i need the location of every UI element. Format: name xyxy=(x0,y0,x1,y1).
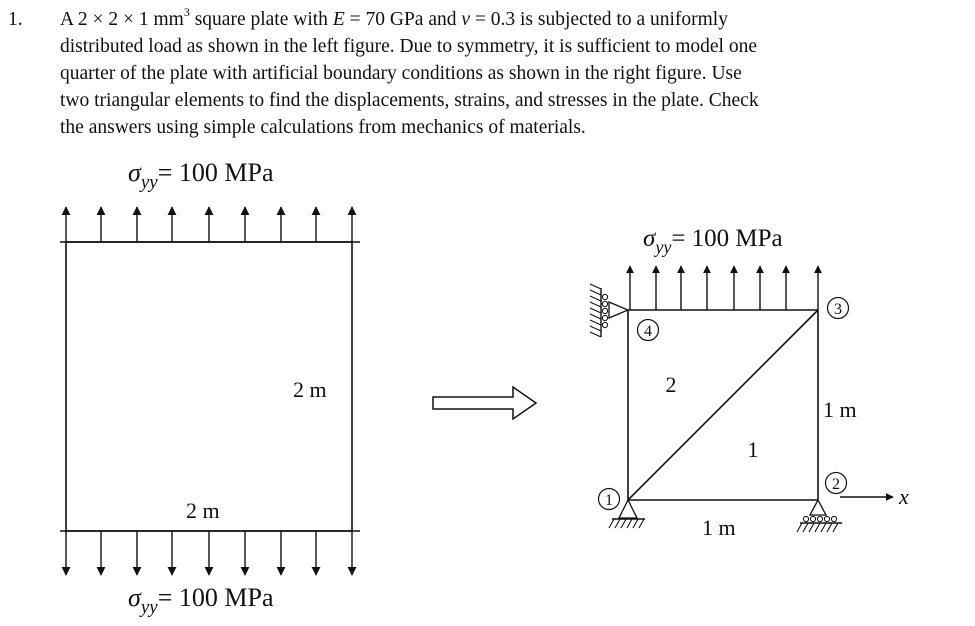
node-2-label xyxy=(826,473,847,494)
left-plate-figure xyxy=(60,158,360,618)
right-stress-label: $\sigma_{yy}= 100$ MPa xyxy=(643,225,783,257)
right-quarter-model-figure xyxy=(590,225,909,540)
problem-line-1: A 2 × 2 × 1 $mm^3$ square plate with E = 70 GPa and v = 0.3 is subjected to a uniformly xyxy=(60,5,728,30)
problem-line-3: quarter of the plate with artificial boundary conditions as shown in the right figure. Use xyxy=(60,63,742,84)
right-width-dimension: 1 m xyxy=(702,515,736,540)
right-height-dimension: 1 m xyxy=(823,397,857,422)
svg-text:1: 1 xyxy=(605,492,613,509)
roller-support-node-4-icon xyxy=(590,284,628,337)
element-1-label: 1 xyxy=(747,437,759,462)
element-2-label: 2 xyxy=(665,372,677,397)
left-top-load-arrows xyxy=(66,207,352,242)
hollow-arrow-icon xyxy=(433,387,536,419)
mesh-edges xyxy=(628,310,818,500)
node-1-label xyxy=(599,489,620,510)
left-bottom-load-arrows xyxy=(66,531,352,575)
left-width-dimension: 2 m xyxy=(186,498,220,523)
x-axis-label: x xyxy=(899,484,909,509)
svg-text:4: 4 xyxy=(644,323,652,340)
svg-text:2: 2 xyxy=(832,476,840,493)
roller-support-node-2-icon xyxy=(797,500,842,532)
problem-number: 1. xyxy=(8,9,23,30)
left-top-stress-label: $\sigma_{yy}= 100$ MPa xyxy=(128,158,274,193)
problem-line-2: distributed load as shown in the left figure. Due to symmetry, it is sufficient to model one xyxy=(60,36,758,57)
svg-text:3: 3 xyxy=(834,301,842,318)
node-4-label xyxy=(638,320,659,341)
problem-line-5: the answers using simple calculations from mechanics of materials. xyxy=(60,117,586,138)
right-load-arrows xyxy=(630,266,818,310)
problem-line-4: two triangular elements to find the displacements, strains, and stresses in the plate. Check xyxy=(60,90,759,111)
left-bottom-stress-label: $\sigma_{yy}= 100$ MPa xyxy=(128,583,274,618)
left-height-dimension: 2 m xyxy=(293,377,327,402)
node-3-label xyxy=(828,298,849,319)
